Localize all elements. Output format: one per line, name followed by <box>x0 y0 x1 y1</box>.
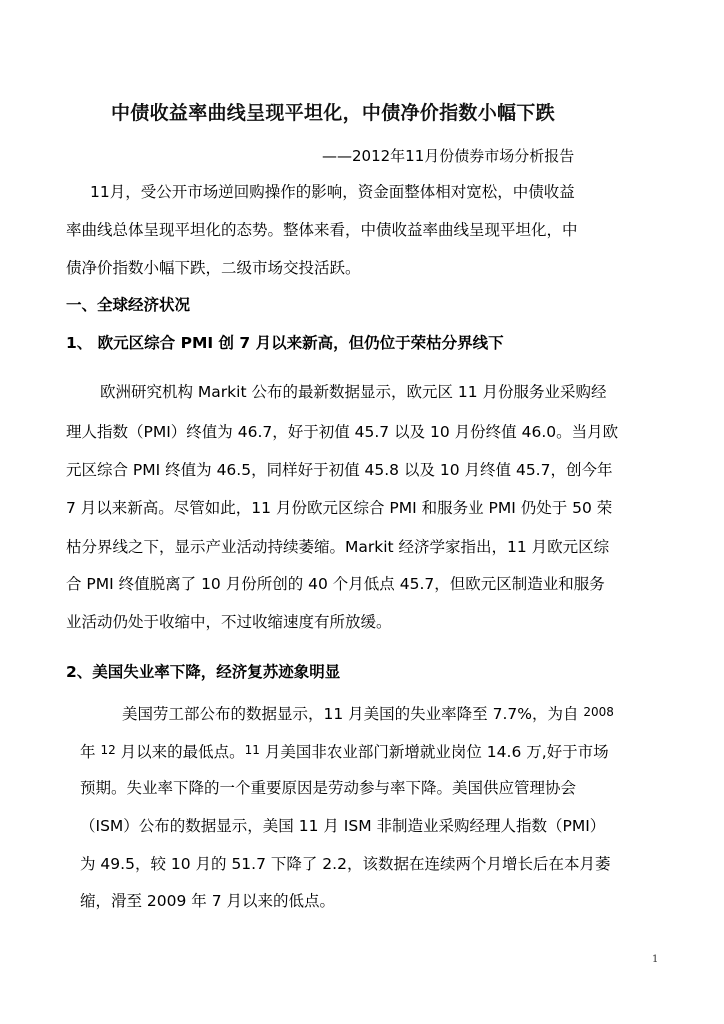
subheading-eurozone-pmi: 1、 欧元区综合 PMI 创 7 月以来新高，但仍位于荣枯分界线下 <box>66 334 504 352</box>
us-line-2-part-b: 月以来的最低点。 <box>115 743 245 761</box>
eurozone-line-4: 7 月以来新高。尽管如此，11 月份欧元区综合 PMI 和服务业 PMI 仍处于 50 荣 <box>66 499 613 517</box>
intro-line-2: 率曲线总体呈现平坦化的态势。整体来看，中债收益率曲线呈现平坦化，中 <box>66 221 578 239</box>
us-line-4: （ISM）公布的数据显示，美国 11 月 ISM 非制造业采购经理人指数（PMI） <box>80 817 606 835</box>
document-subtitle: ——2012年11月份债券市场分析报告 <box>322 147 575 165</box>
subheading-us-unemployment: 2、美国失业率下降，经济复苏迹象明显 <box>66 663 341 681</box>
us-line-6: 缩，滑至 2009 年 7 月以来的低点。 <box>80 892 336 910</box>
us-line-2-number: 11 <box>244 743 260 757</box>
us-line-2 <box>80 740 609 762</box>
eurozone-line-3: 元区综合 PMI 终值为 46.5，同样好于初值 45.8 以及 10 月终值 45.7，创今年 <box>66 461 613 479</box>
document-title: 中债收益率曲线呈现平坦化，中债净价指数小幅下跌 <box>111 102 555 124</box>
page-number: 1 <box>652 954 659 965</box>
us-line-2-month: 12 <box>100 743 116 757</box>
us-line-5: 为 49.5，较 10 月的 51.7 下降了 2.2，该数据在连续两个月增长后在本月萎 <box>80 855 611 873</box>
intro-line-3: 债净价指数小幅下跌，二级市场交投活跃。 <box>66 259 361 277</box>
us-line-1-text: 美国劳工部公布的数据显示，11 月美国的失业率降至 7.7%，为自 <box>122 705 584 723</box>
eurozone-line-2: 理人指数（PMI）终值为 46.7，好于初值 45.7 以及 10 月份终值 46.0。当月欧 <box>66 423 619 441</box>
us-line-3: 预期。失业率下降的一个重要原因是劳动参与率下降。美国供应管理协会 <box>80 779 577 797</box>
us-line-1 <box>122 702 614 724</box>
us-line-2-part-a: 年 <box>80 743 101 761</box>
intro-line-1: 11月，受公开市场逆回购操作的影响，资金面整体相对宽松，中债收益 <box>90 183 575 201</box>
eurozone-line-5: 枯分界线之下，显示产业活动持续萎缩。Markit 经济学家指出，11 月欧元区综 <box>66 538 610 556</box>
section-heading-global-economy: 一、全球经济状况 <box>66 296 191 314</box>
us-line-1-year: 2008 <box>583 705 614 719</box>
eurozone-line-7: 业活动仍处于收缩中，不过收缩速度有所放缓。 <box>66 613 392 631</box>
eurozone-line-1: 欧洲研究机构 Markit 公布的最新数据显示，欧元区 11 月份服务业采购经 <box>100 383 607 401</box>
us-line-2-part-c: 月美国非农业部门新增就业岗位 14.6 万,好于市场 <box>259 743 609 761</box>
eurozone-line-6: 合 PMI 终值脱离了 10 月份所创的 40 个月低点 45.7，但欧元区制造业和服务 <box>66 575 605 593</box>
